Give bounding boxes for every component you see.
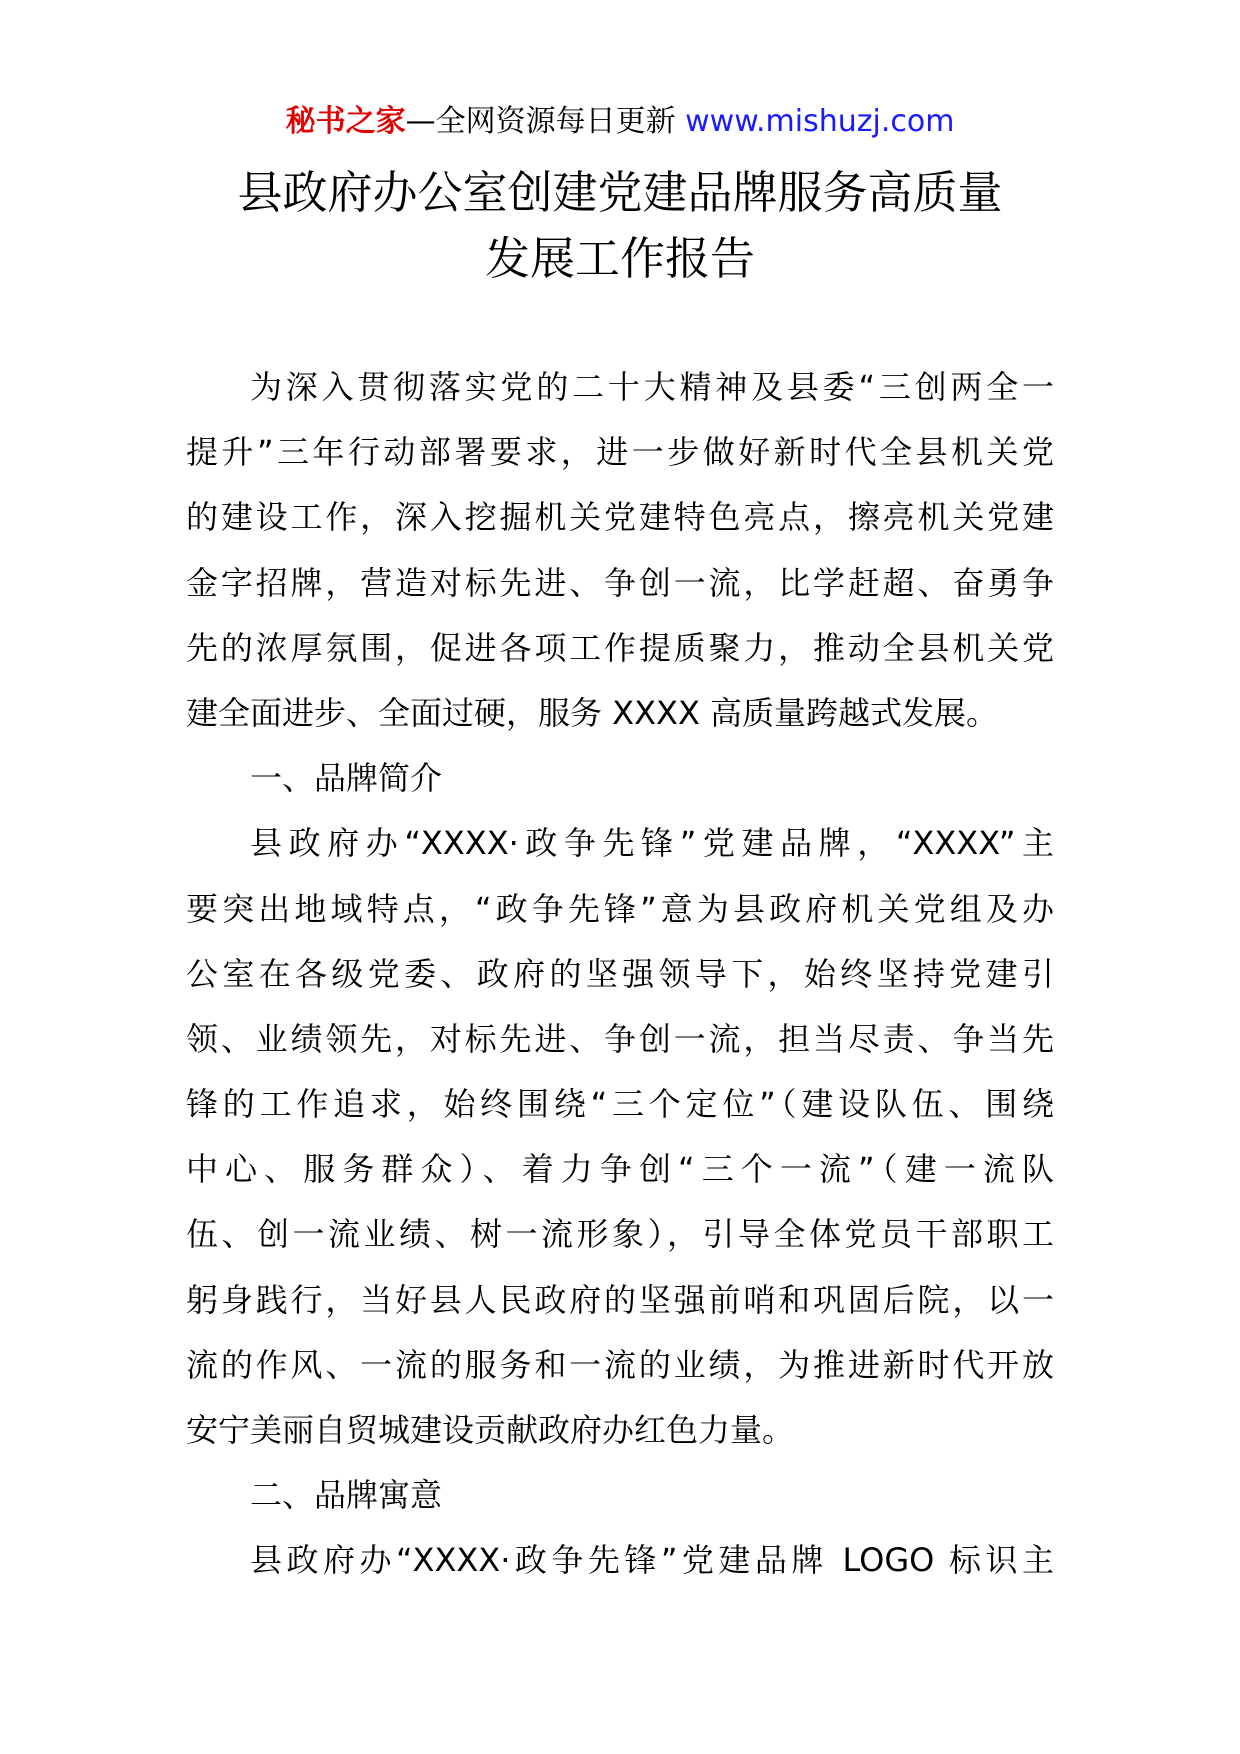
paragraph-2-line: 公室在各级党委、政府的坚强领导下，始终坚持党建引: [186, 954, 1054, 993]
section-heading-2: 二、品牌寓意: [250, 1476, 443, 1515]
paragraph-2-line: 领、业绩领先，对标先进、争创一流，担当尽责、争当先: [186, 1019, 1054, 1058]
title-line-2: 发展工作报告: [484, 232, 755, 285]
site-banner: [0, 100, 1240, 144]
paragraph-1-line: 提升”三年行动部署要求，进一步做好新时代全县机关党: [186, 433, 1054, 472]
banner-tagline: —全网资源每日更新: [405, 104, 676, 139]
paragraph-2-line: 要突出地域特点，“政争先锋”意为县政府机关党组及办: [186, 889, 1054, 928]
paragraph-1-line: 建全面进步、全面过硬，服务 XXXX 高质量跨越式发展。: [186, 693, 999, 732]
section-heading-1: 一、品牌简介: [250, 759, 443, 798]
paragraph-1-line: 的建设工作，深入挖掘机关党建特色亮点，擦亮机关党建: [186, 498, 1054, 537]
paragraph-2-line: 锋的工作追求，始终围绕“三个定位”（建设队伍、围绕: [186, 1085, 1054, 1124]
paragraph-2-line: 躬身践行，当好县人民政府的坚强前哨和巩固后院，以一: [186, 1280, 1054, 1319]
document-title: [0, 160, 1240, 292]
paragraph-3-line: 县政府办“XXXX·政争先锋”党建品牌 LOGO 标识主: [250, 1541, 1054, 1580]
banner-url[interactable]: www.mishuzj.com: [685, 104, 955, 139]
document-body: [186, 355, 1054, 1594]
paragraph-2-line: 安宁美丽自贸城建设贡献政府办红色力量。: [186, 1411, 795, 1449]
paragraph-2-line: 伍、创一流业绩、树一流形象），引导全体党员干部职工: [186, 1215, 1054, 1254]
paragraph-1-line: 为深入贯彻落实党的二十大精神及县委“三创两全一: [250, 368, 1054, 406]
banner-brand: 秘书之家: [285, 104, 406, 139]
paragraph-2-line: 流的作风、一流的服务和一流的业绩，为推进新时代开放: [186, 1345, 1054, 1384]
title-line-1: 县政府办公室创建党建品牌服务高质量: [237, 166, 1003, 219]
paragraph-2-line: 县政府办“XXXX·政争先锋”党建品牌，“XXXX”主: [250, 824, 1054, 863]
paragraph-2-line: 中心、服务群众）、着力争创“三个一流”（建一流队: [186, 1150, 1054, 1189]
paragraph-1-line: 金字招牌，营造对标先进、争创一流，比学赶超、奋勇争: [186, 563, 1054, 602]
paragraph-1-line: 先的浓厚氛围，促进各项工作提质聚力，推动全县机关党: [186, 628, 1054, 667]
